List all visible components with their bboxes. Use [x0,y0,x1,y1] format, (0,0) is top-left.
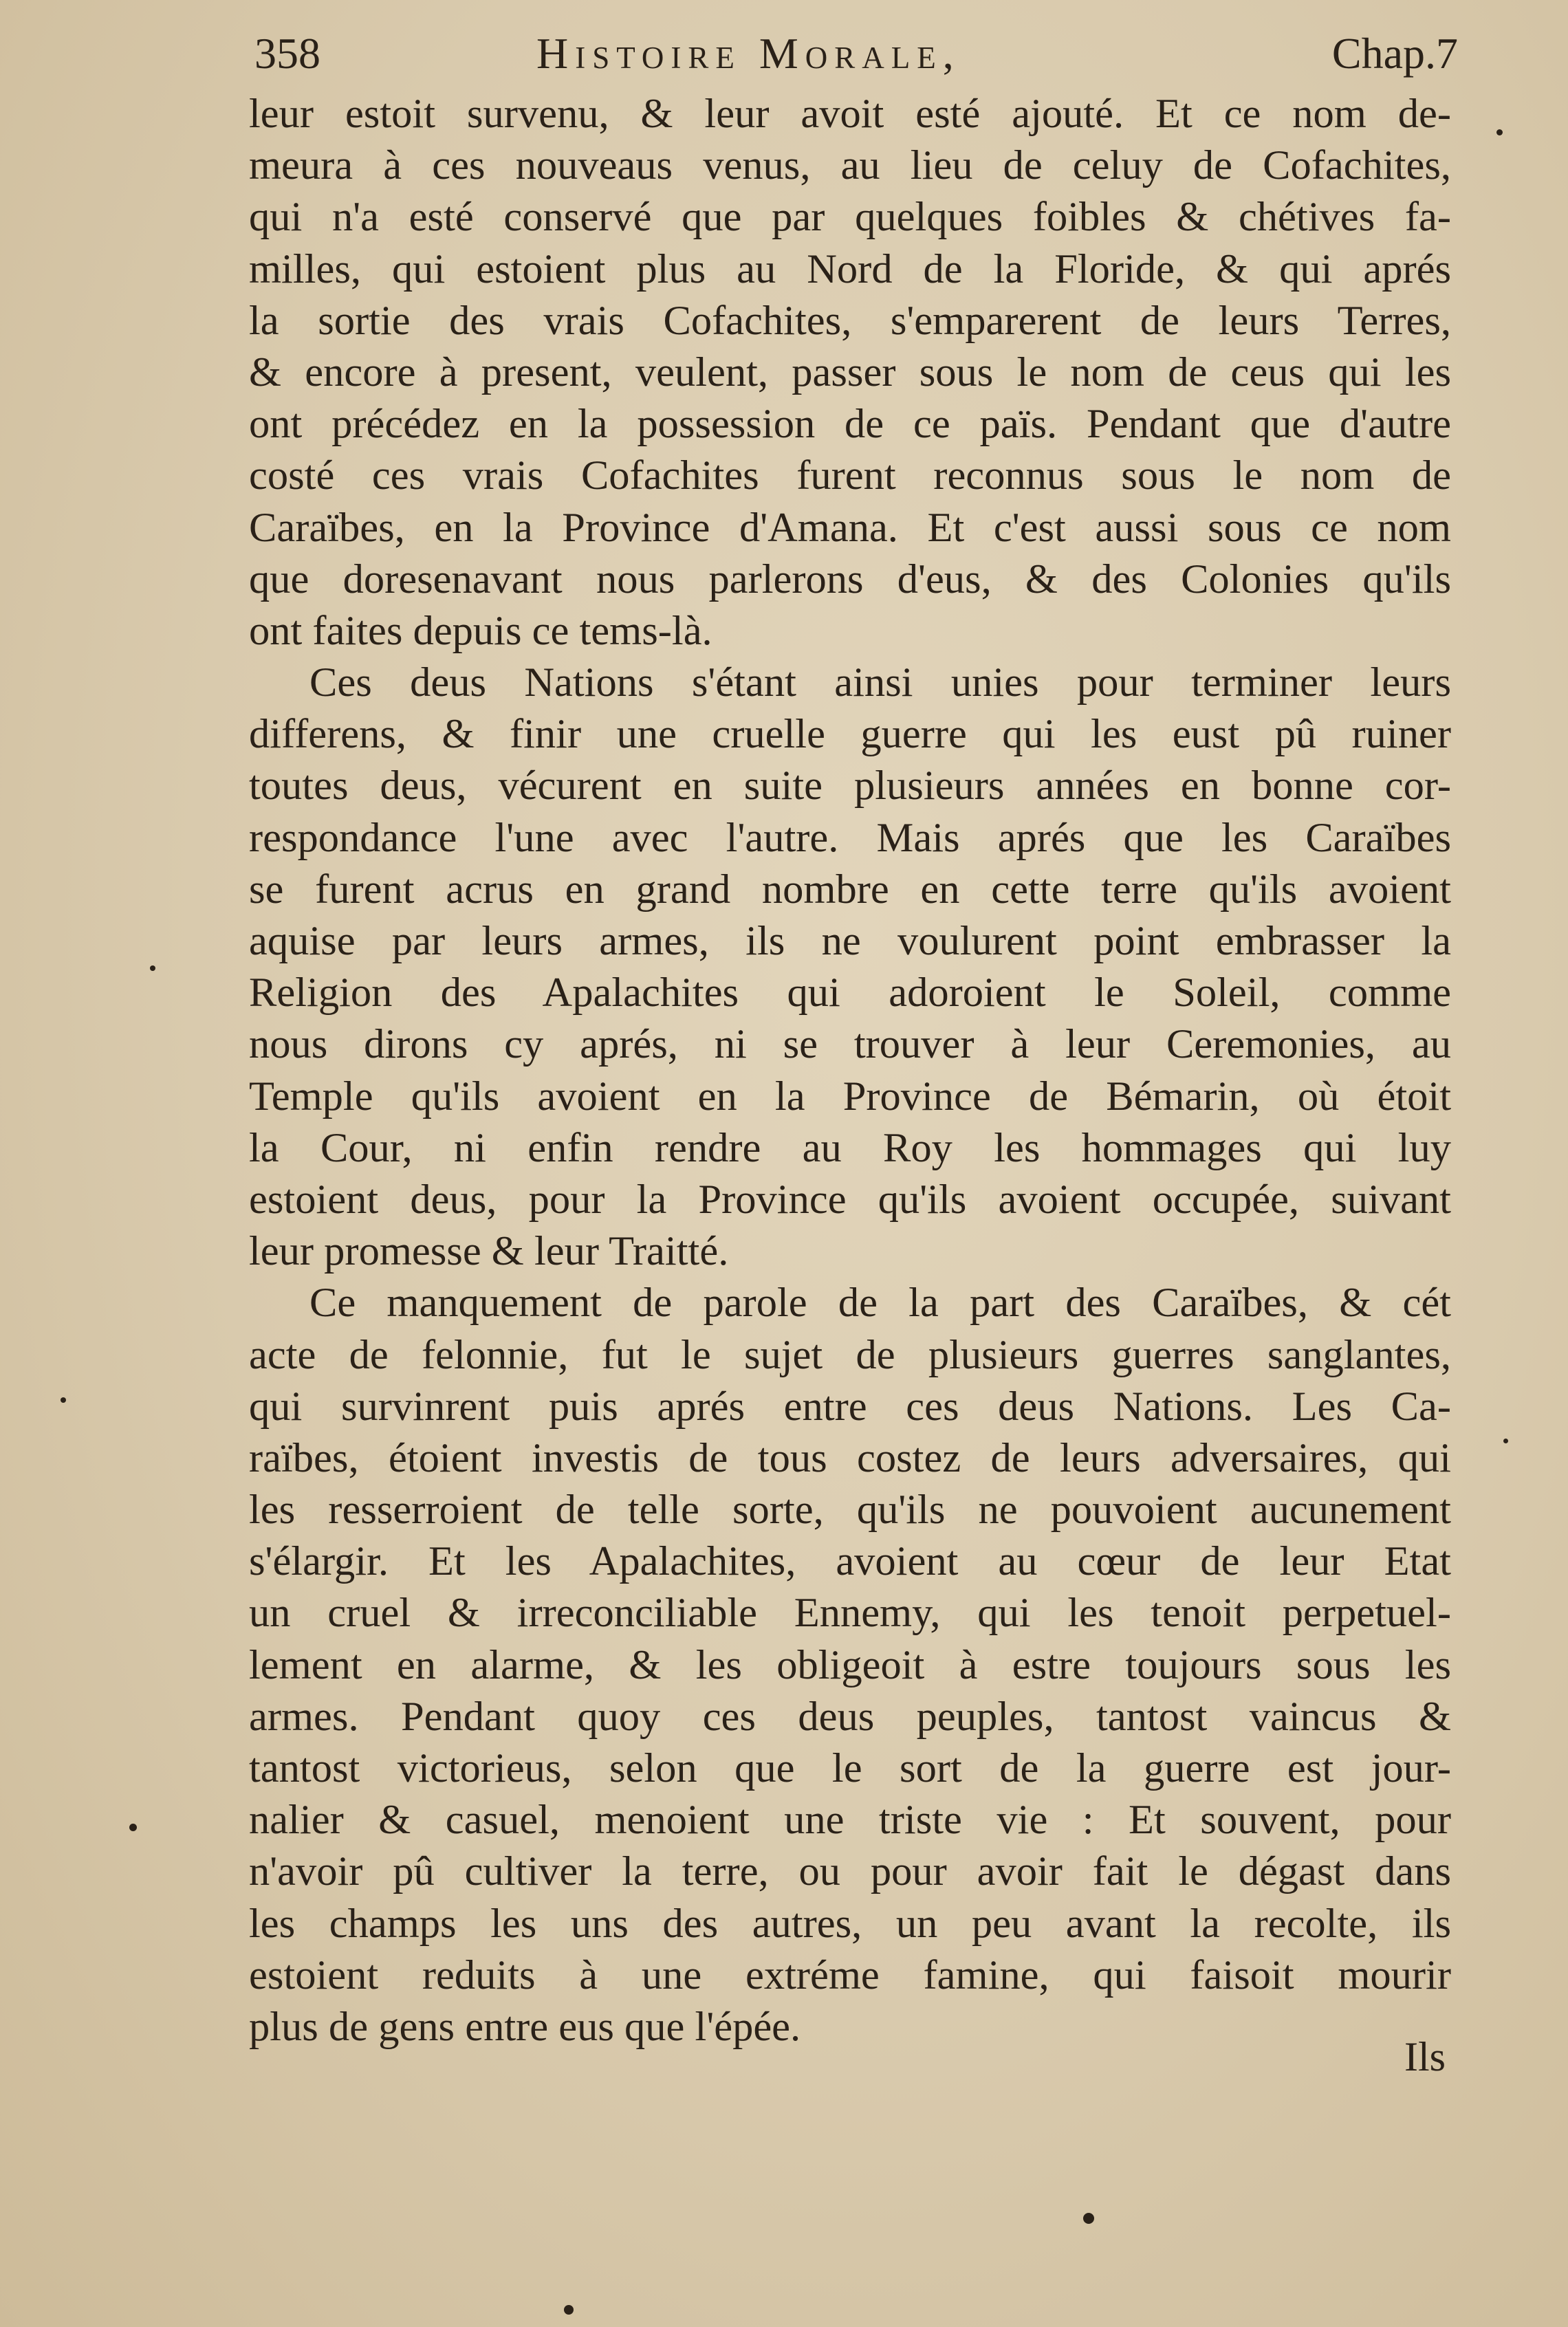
ink-speck [150,965,155,971]
text-line: Caraïbes, en la Province d'Amana. Et c'est aussi sous ce nom [249,504,1451,551]
text-line: Ces deus Nations s'étant ainsi unies pour terminer leurs [309,659,1451,706]
text-line: acte de felonnie, fut le sujet de plusieurs guerres sanglantes, [249,1331,1451,1378]
text-line: qui n'a esté conservé que par quelques foibles & chétives fa- [249,194,1451,241]
text-line: Temple qu'ils avoient en la Province de Bémarin, où étoit [249,1073,1451,1119]
ink-speck [129,1824,137,1831]
text-line: ont faites depuis ce tems-là. [249,607,712,654]
ink-speck [1496,129,1503,135]
running-title: Histoire Morale, [536,29,961,78]
text-line: milles, qui estoient plus au Nord de la Floride, & qui aprés [249,245,1451,292]
text-line: plus de gens entre eus que l'épée. [249,2003,801,2050]
text-line: un cruel & irreconciliable Ennemy, qui les tenoit perpetuel- [249,1590,1451,1637]
text-line: ont précédez en la possession de ce païs. Pendant que d'autre [249,401,1451,448]
paragraph [249,1277,1451,2053]
text-line: estoient reduits à une extréme famine, qui faisoit mourir [249,1952,1451,1998]
body-text [249,88,1451,2053]
text-line: la Cour, ni enfin rendre au Roy les hommages qui luy [249,1124,1451,1171]
text-line: armes. Pendant quoy ces deus peuples, tantost vaincus & [249,1693,1451,1740]
text-line: estoient deus, pour la Province qu'ils avoient occupée, suivant [249,1176,1451,1223]
text-line: aquise par leurs armes, ils ne voulurent point embrasser la [249,918,1451,964]
paragraph [249,657,1451,1277]
text-line: les champs les uns des autres, un peu avant la recolte, ils [249,1900,1451,1947]
ink-speck [564,2305,574,2315]
ink-speck [1083,2213,1094,2224]
text-line: que doresenavant nous parlerons d'eus, & des Colonies qu'ils [249,556,1451,602]
text-line: nalier & casuel, menoient une triste vie : Et souvent, pour [249,1797,1451,1844]
chapter-reference: Chap.7 [1331,29,1458,78]
text-line: raïbes, étoient investis de tous costez de leurs adversaires, qui [249,1434,1451,1481]
text-line: respondance l'une avec l'autre. Mais aprés que les Caraïbes [249,814,1451,861]
text-line: Religion des Apalachites qui adoroient le Soleil, comme [249,970,1451,1016]
paragraph [249,88,1451,657]
text-line: leur estoit survenu, & leur avoit esté ajouté. Et ce nom de- [249,91,1451,137]
text-line: n'avoir pû cultiver la terre, ou pour avoir fait le dégast dans [249,1848,1451,1895]
page-header [254,26,1458,81]
page-number: 358 [254,29,320,78]
text-line: nous dirons cy aprés, ni se trouver à leur Ceremonies, au [249,1021,1451,1068]
text-line: qui survinrent puis aprés entre ces deus Nations. Les Ca- [249,1383,1451,1430]
catchword: Ils [1404,2034,1446,2079]
text-line: leur promesse & leur Traitté. [249,1228,729,1275]
text-line: costé ces vrais Cofachites furent reconnus sous le nom de [249,452,1451,499]
ink-speck [61,1397,66,1403]
text-line: toutes deus, vécurent en suite plusieurs années en bonne cor- [249,763,1451,809]
text-line: lement en alarme, & les obligeoit à estre toujours sous les [249,1641,1451,1688]
ink-speck [1503,1439,1508,1443]
text-line: meura à ces nouveaus venus, au lieu de celuy de Cofachites, [249,142,1451,189]
text-line: tantost victorieus, selon que le sort de la guerre est jour- [249,1745,1451,1791]
text-line: s'élargir. Et les Apalachites, avoient au cœur de leur Etat [249,1538,1451,1585]
text-line: les resserroient de telle sorte, qu'ils ne pouvoient aucunement [249,1487,1451,1533]
text-line: Ce manquement de parole de la part des Caraïbes, & cét [309,1280,1451,1326]
text-line: la sortie des vrais Cofachites, s'emparerent de leurs Terres, [249,297,1451,344]
text-line: se furent acrus en grand nombre en cette terre qu'ils avoient [249,866,1451,913]
text-line: & encore à present, veulent, passer sous le nom de ceus qui les [249,349,1451,395]
text-line: differens, & finir une cruelle guerre qui les eust pû ruiner [249,711,1451,758]
